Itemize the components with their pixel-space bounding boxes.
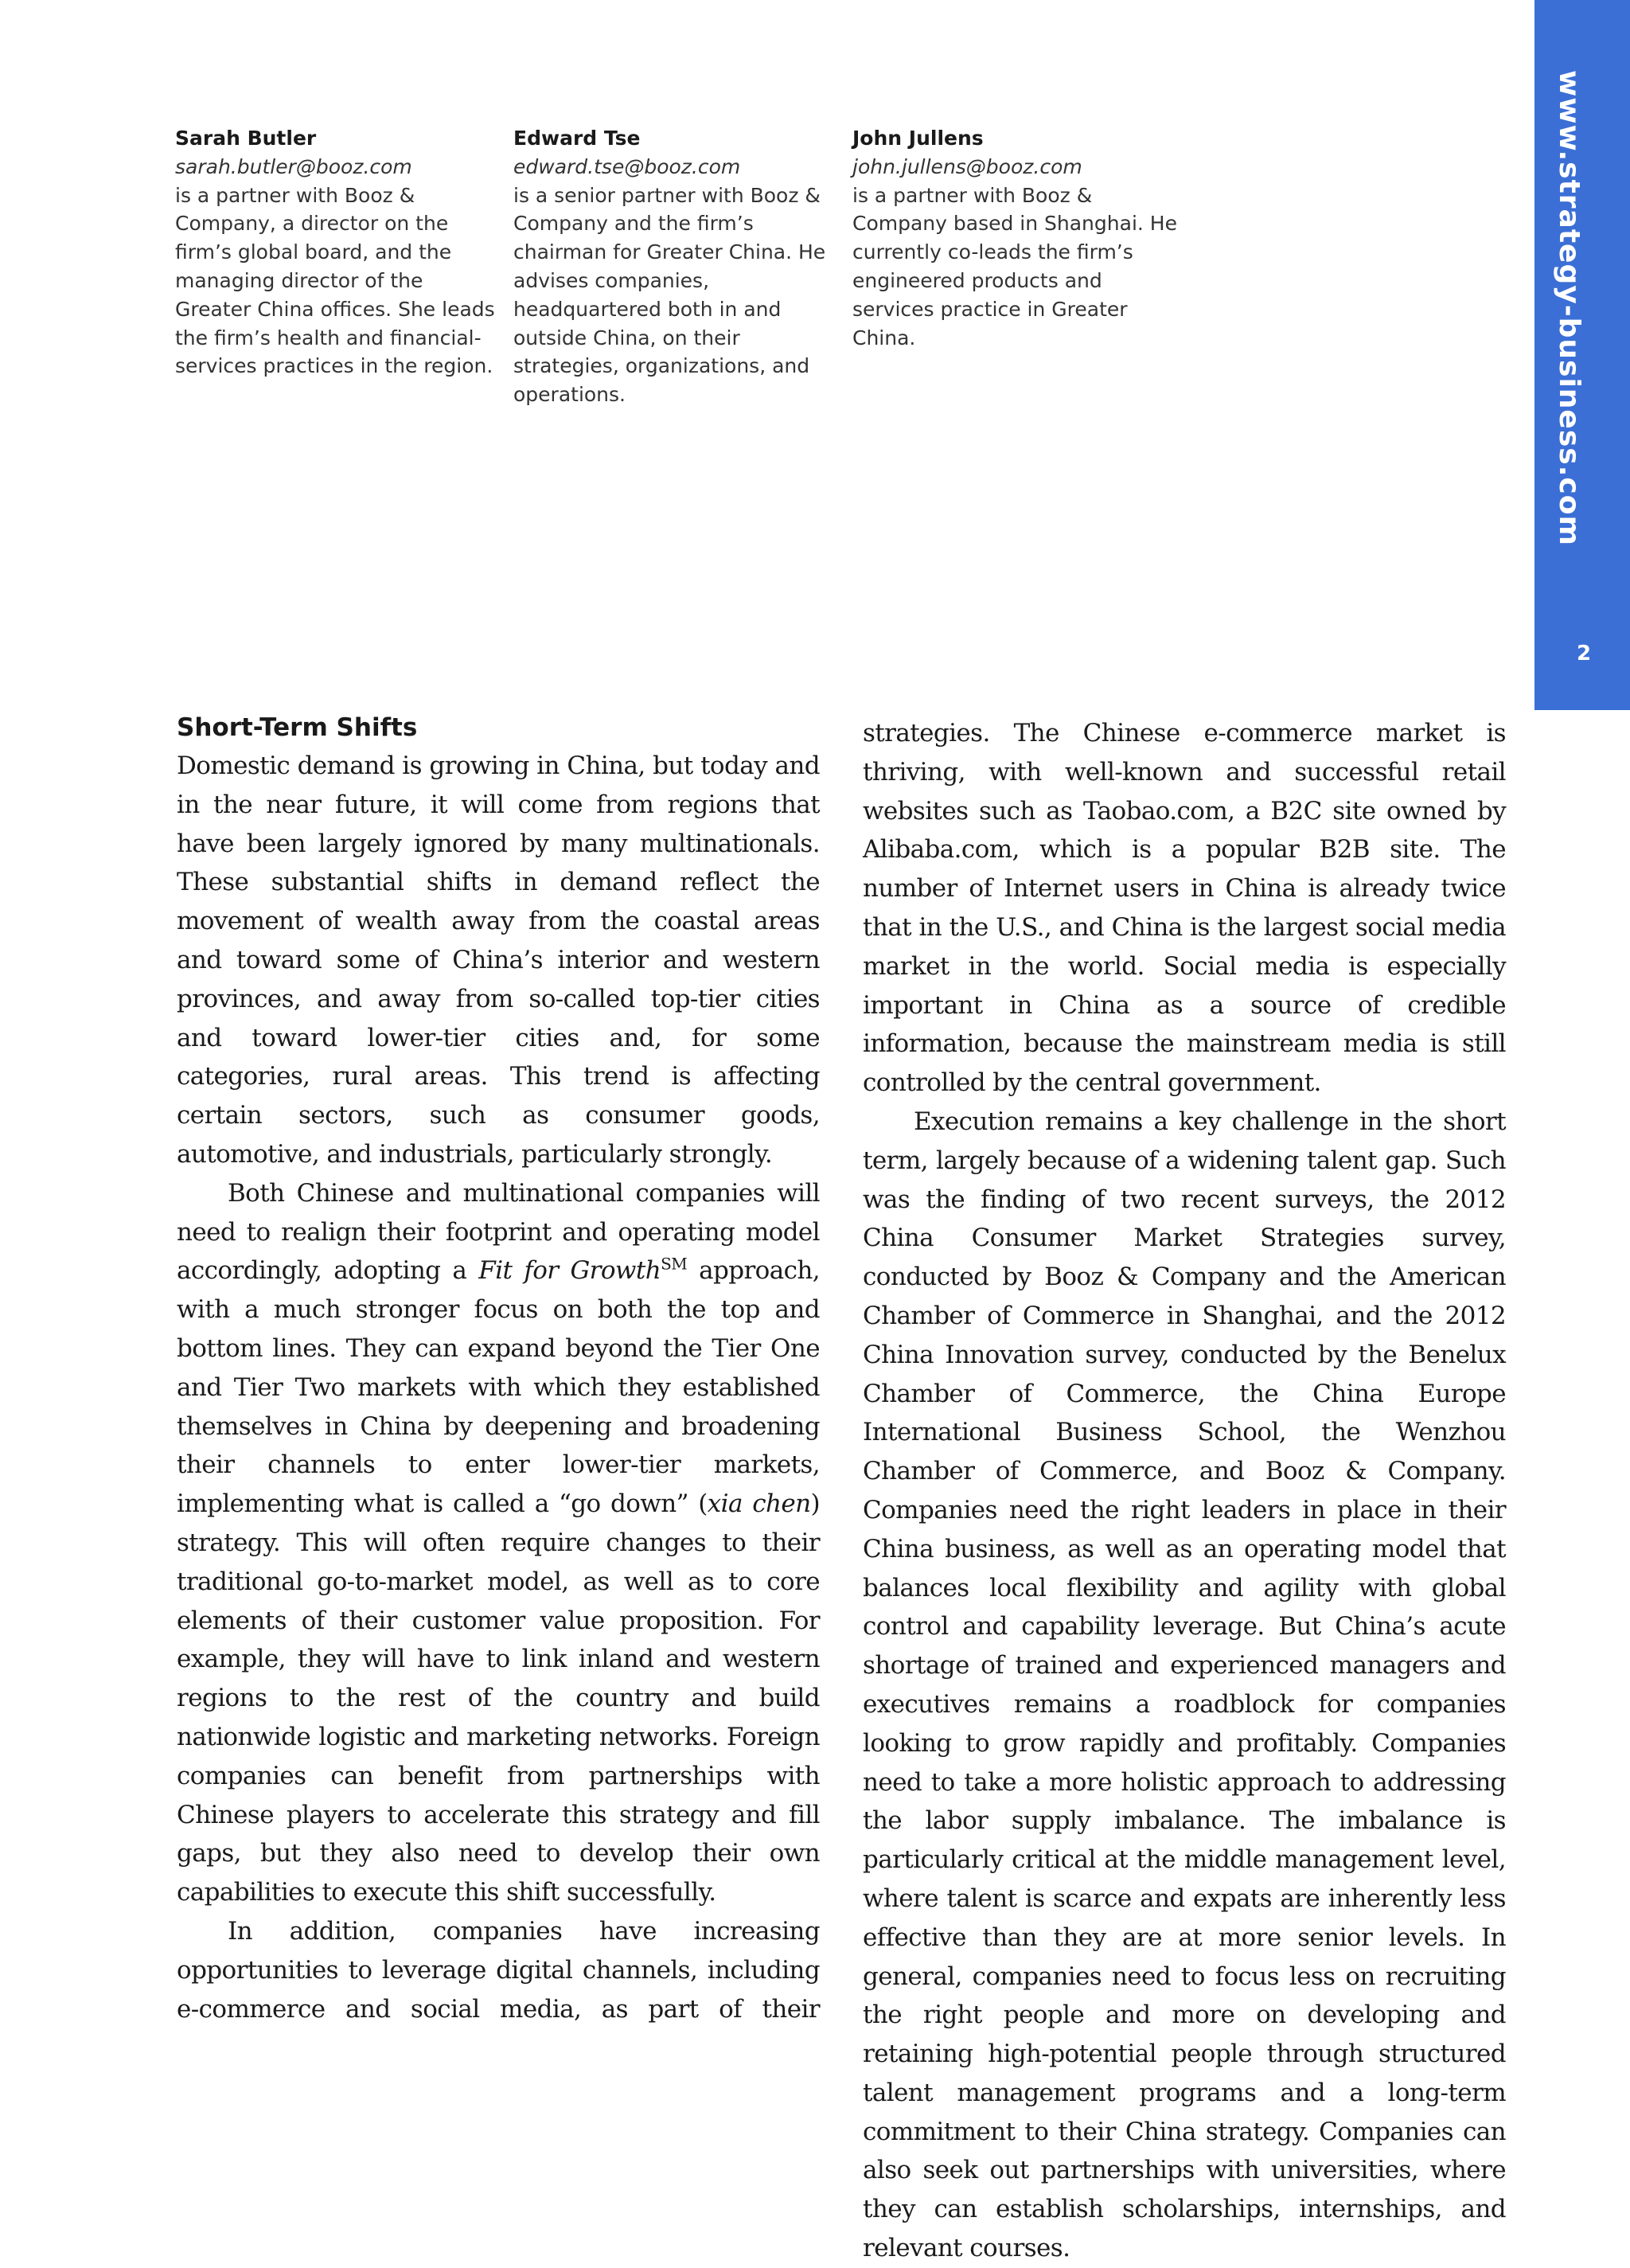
author-email[interactable]: sarah.butler@booz.com xyxy=(175,154,412,178)
paragraph-digital-channels: In addition, companies have increasing opportunities to leverage digital channels, including e-commerce and social media, as part of their xyxy=(177,1916,820,2024)
author-bio-john-jullens xyxy=(852,124,1179,352)
service-mark: SM xyxy=(661,1255,688,1275)
site-url-link[interactable]: www.strategy-business.com xyxy=(1553,70,1585,546)
author-bio-edward-tse xyxy=(513,124,840,409)
author-name: John Jullens xyxy=(852,127,984,150)
paragraph-digital-channels-continued: strategies. The Chinese e-commerce market is thriving, with well-known and successful retail websites such as Taobao.com, a B2C site owned by Alibaba.com, which is a popular B2B site. The number of Internet users in China is already twice that in the U.S., and China is the largest social media market in the world. Social media is especially important in China as a source of credible information, because the mainstream media is still controlled by the central government. xyxy=(863,719,1506,1098)
author-email[interactable]: john.jullens@booz.com xyxy=(852,154,1082,178)
author-name: Sarah Butler xyxy=(175,127,317,150)
paragraph-execution-challenge: Execution remains a key challenge in the short term, largely because of a widening talent gap. Such was the finding of two recent surveys, the 2012 China Consumer Market Strategies survey, conducted by Booz & Company and the American Chamber of Commerce in Shanghai, and the 2012 China Innovation survey, conducted by the Benelux Chamber of Commerce, the China Europe International Business School, the Wenzhou Chamber of Commerce, and Booz & Company. Companies need the right leaders in place in their China business, as well as an operating model that balances local flexibility and agility with global control and capability leverage. But China’s acute shortage of trained and experienced managers and executives remains a roadblock for companies looking to grow rapidly and profitably. Companies need to take a more holistic approach to addressing the labor supply imbalance. The imbalance is particularly critical at the middle management level, where talent is scarce and expats are inherently less effective than they are at more senior levels. In general, companies need to focus less on recruiting the right people and more on developing and retaining high-potential people through structured talent management programs and a long-term commitment to their China strategy. Companies can also seek out partnerships with universities, where they can establish scholarships, internships, and relevant courses. xyxy=(863,1107,1506,2263)
article-column-right xyxy=(863,714,1506,2268)
author-name: Edward Tse xyxy=(513,127,641,150)
paragraph-text: approach, with a much stronger focus on both the top and bottom lines. They can expand beyond the Tier One and Tier Two markets with which they established themselves in China by deepening and broadening their channels to enter lower-tier markets, implementing what is called a “go down” ( xyxy=(177,1256,820,1519)
paragraph-text: ) strategy. This will often require changes to their traditional go-to-market model, as well as to core elements of their customer value proposition. For example, they will have to link inland and western regions to the rest of the country and build nationwide logistic and marketing networks. Foreign companies can benefit from partnerships with Chinese players to accelerate this strategy and fill gaps, but they also need to develop their own capabilities to execute this shift successfully. xyxy=(177,1489,820,1907)
author-bio-sarah-butler xyxy=(175,124,501,381)
author-description: is a partner with Booz & Company based in Shanghai. He currently co-leads the firm’s engineered products and services practice in Greater China. xyxy=(852,183,1177,349)
section-heading: Short-Term Shifts xyxy=(177,713,418,742)
paragraph-realign-footprint xyxy=(177,1174,820,1912)
author-email[interactable]: edward.tse@booz.com xyxy=(513,154,741,178)
page-number: 2 xyxy=(1576,642,1592,666)
fit-for-growth-term: Fit for Growth xyxy=(478,1256,661,1286)
xia-chen-term: xia chen xyxy=(707,1489,811,1519)
author-description: is a senior partner with Booz & Company and the firm’s chairman for Greater China. He advises companies, headquartered both in and outside China, on their strategies, organizations, and operations. xyxy=(513,183,826,407)
paragraph-text: Both Chinese and multinational companies will need to realign their footprint and operating model accordingly, adopting a xyxy=(177,1178,820,1286)
article-column-left xyxy=(177,709,820,2028)
paragraph-demand-shift: Domestic demand is growing in China, but today and in the near future, it will come from regions that have been largely ignored by many multinationals. These substantial shifts in demand reflect the movement of wealth away from the coastal areas and toward some of China’s interior and western provinces, and away from so-called top-tier cities and toward lower-tier cities and, for some categories, rural areas. This trend is affecting certain sectors, such as consumer goods, automotive, and industrials, particularly strongly. xyxy=(177,751,820,1169)
author-description: is a partner with Booz & Company, a director on the firm’s global board, and the managing director of the Greater China offices. She leads the firm’s health and financial-services practices in the region. xyxy=(175,183,495,378)
